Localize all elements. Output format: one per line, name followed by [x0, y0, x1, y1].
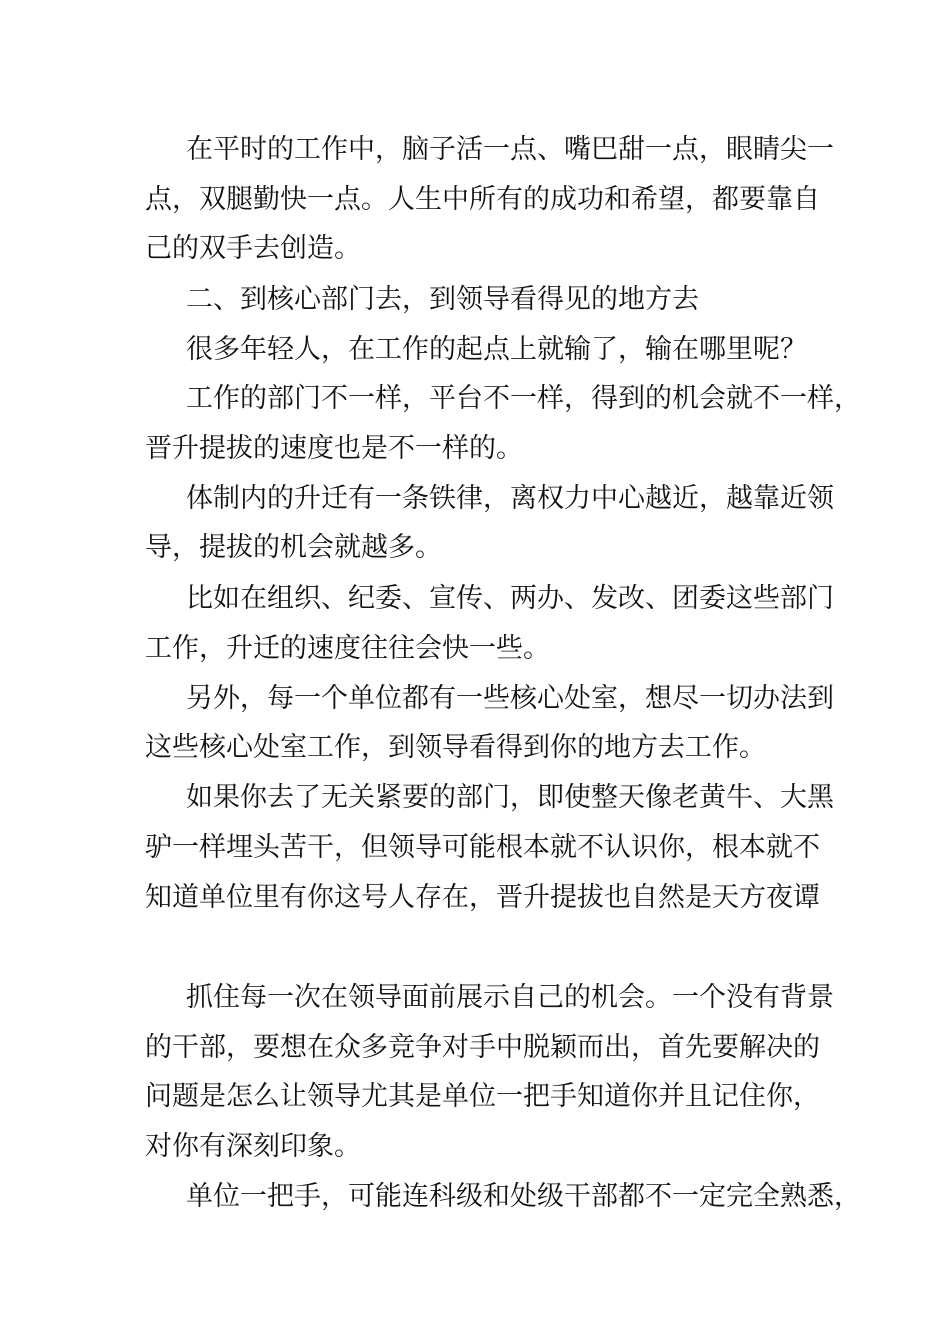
text-line: 另外，每一个单位都有一些核心处室，想尽一切办法到: [186, 683, 834, 714]
text-line: 很多年轻人，在工作的起点上就输了，输在哪里呢？: [186, 334, 807, 365]
text-line: 问题是怎么让领导尤其是单位一把手知道你并且记住你，: [145, 1081, 820, 1112]
text-line: 如果你去了无关紧要的部门，即使整天像老黄牛、大黑: [186, 782, 834, 813]
text-line: 知道单位里有你这号人存在，晋升提拔也自然是天方夜谭: [145, 882, 820, 913]
text-line: 这些核心处室工作，到领导看得到你的地方去工作。: [145, 732, 766, 763]
text-line: 工作的部门不一样，平台不一样，得到的机会就不一样，: [186, 383, 861, 414]
text-line: 驴一样埋头苦干，但领导可能根本就不认识你，根本就不: [145, 832, 820, 863]
text-line: 导，提拔的机会就越多。: [145, 532, 442, 563]
text-line: 己的双手去创造。: [145, 233, 361, 264]
text-line: 的干部，要想在众多竞争对手中脱颖而出，首先要解决的: [145, 1032, 820, 1063]
text-line: 工作，升迁的速度往往会快一些。: [145, 633, 550, 664]
text-line: 比如在组织、纪委、宣传、两办、发改、团委这些部门: [186, 583, 834, 614]
section-heading: 二、到核心部门去，到领导看得见的地方去: [186, 284, 699, 315]
text-line: 晋升提拔的速度也是不一样的。: [145, 433, 523, 464]
text-line: 在平时的工作中，脑子活一点、嘴巴甜一点，眼睛尖一: [186, 134, 834, 165]
text-line: 抓住每一次在领导面前展示自己的机会。一个没有背景: [186, 982, 834, 1013]
text-line: 点，双腿勤快一点。人生中所有的成功和希望，都要靠自: [145, 184, 820, 215]
text-line: 对你有深刻印象。: [145, 1131, 361, 1162]
text-line: 单位一把手，可能连科级和处级干部都不一定完全熟悉，: [186, 1181, 861, 1212]
text-line: 体制内的升迁有一条铁律，离权力中心越近，越靠近领: [186, 483, 834, 514]
